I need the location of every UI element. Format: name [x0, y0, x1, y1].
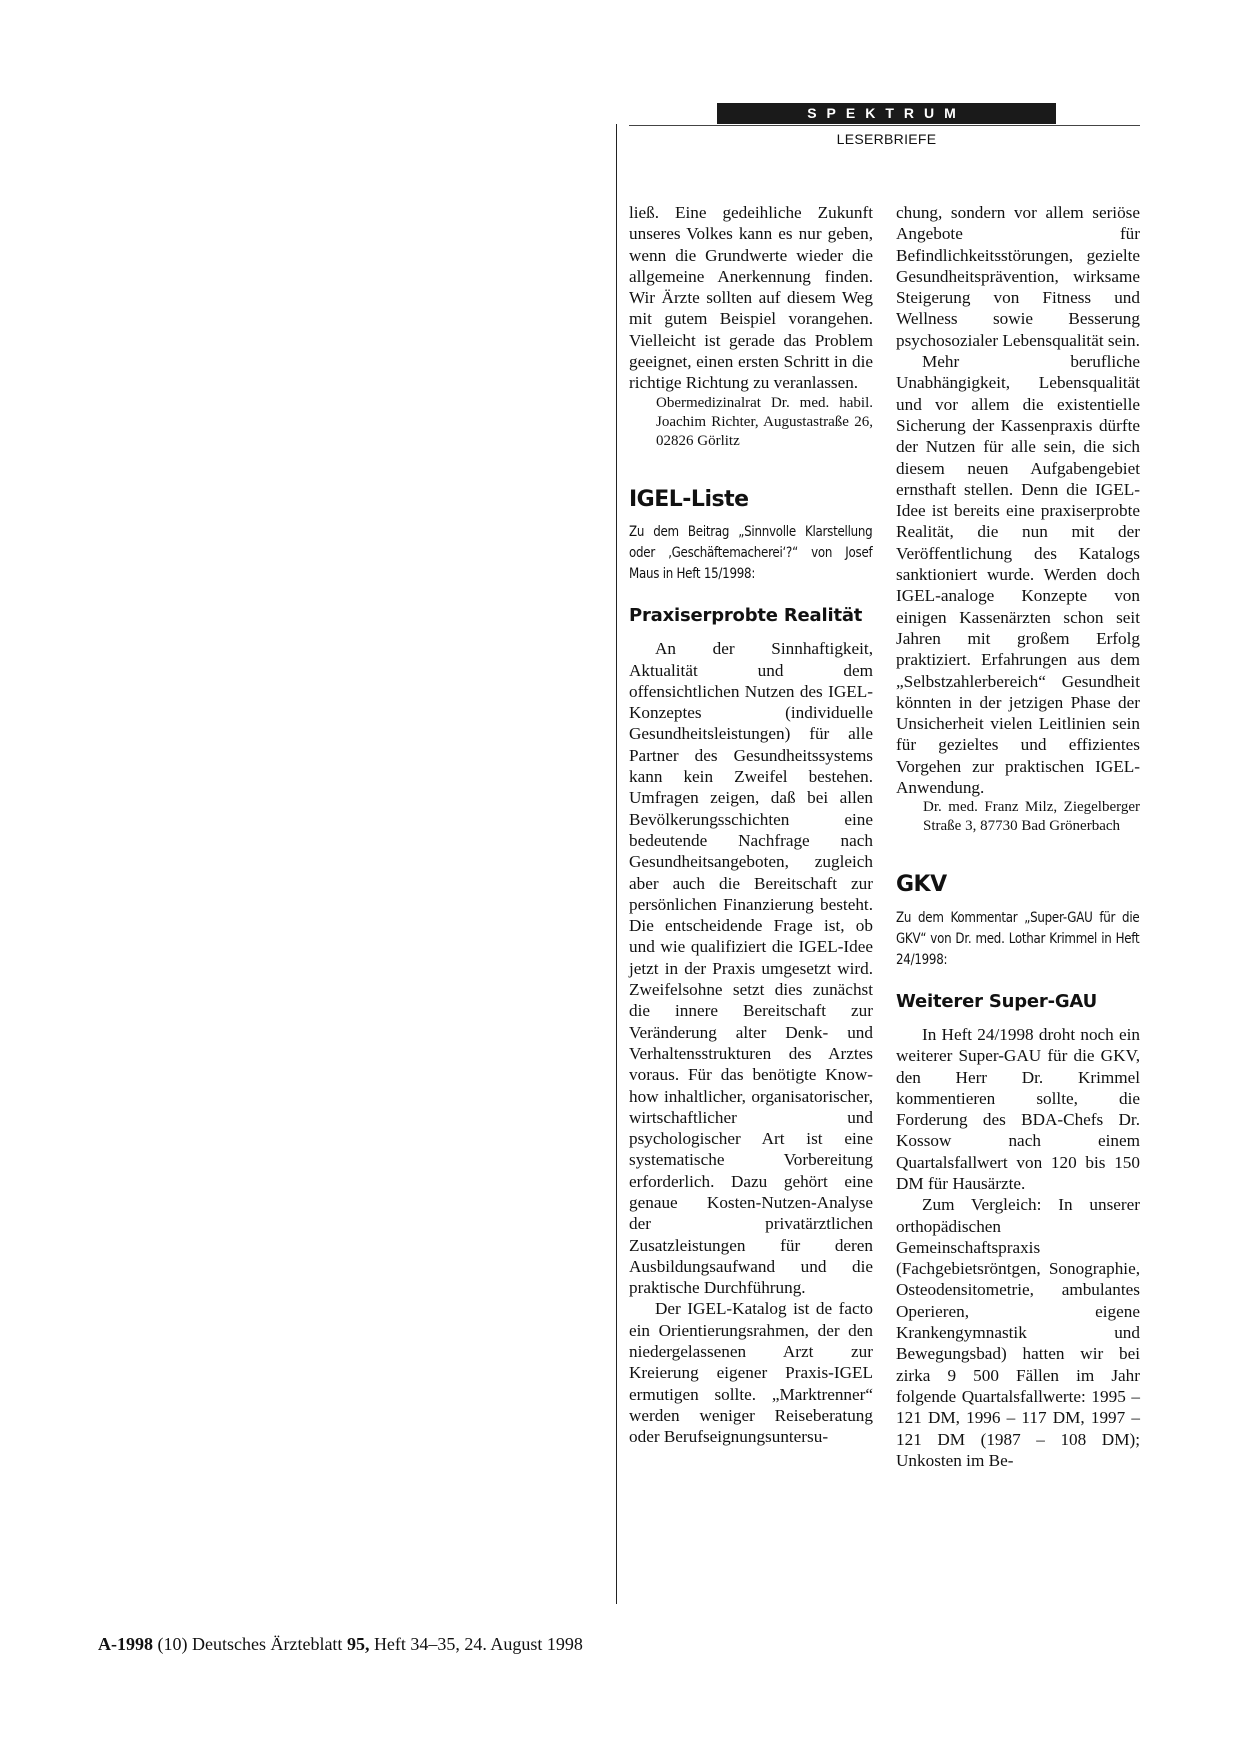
letter-paragraph: An der Sinnhaftigkeit, Aktualität und dem offensichtlichen Nutzen des IGEL-Konzeptes (individuelle Gesundheitsleistungen) für alle Partner des Gesundheitssystems kann kein Zweifel bestehen. Umfragen zeigen, daß bei allen Bevölkerungsschichten eine bedeutende Nachfrage nach Gesundheitsangeboten, zugleich aber auch die Bereitschaft zur persönlichen Finanzierung besteht. Die entscheidende Frage ist, ob und wie qualifiziert die IGEL-Idee jetzt in der Praxis umgesetzt wird. Zweifelsohne setzt dies zunächst die innere Bereitschaft zur Veränderung alter Denk- und Verhaltensstrukturen des Arztes voraus. Für das benötigte Know-how inhaltlicher, organisatorischer, wirtschaftlicher und psychologischer Art ist eine systematische Vorbereitung erforderlich. Dazu gehört eine genaue Kosten-Nutzen-Analyse der privatärztlichen Zusatzleistungen für deren Ausbildungsaufwand und die praktische Durchführung.	[629, 639, 873, 1298]
letter-signature: Dr. med. Franz Milz, Ziegelberger Straße 3, 87730 Bad Grönerbach	[923, 799, 1140, 835]
volume-number: 95,	[346, 1634, 370, 1654]
header-rule	[629, 125, 1140, 126]
letter-paragraph: Der IGEL-Katalog ist de facto ein Orientierungsrahmen, der den niedergelassenen Arzt zur Kreierung eigener Praxis-IGEL ermutigen sollte. „Marktrenner“ werden weniger Reiseberatung oder Berufseignungsuntersu-	[629, 1299, 873, 1447]
page-code: A-1998	[98, 1634, 153, 1654]
letter-paragraph: Mehr berufliche Unabhängigkeit, Lebensqualität und vor allem die existentielle Sicherung der Kassenpraxis dürfte der Nutzen für alle sein, die sich diesem neuen Aufgabengebiet ernsthaft stellen. Denn die IGEL-Idee ist bereits eine praxiserprobte Realität, die nun mit der Veröffentlichung des Katalogs sanktioniert wurde. Werden doch IGEL-analoge Konzepte von einigen Kassenärzten schon seit Jahren mit großem Erfolg praktiziert. Erfahrungen aus dem „Selbstzahlerbereich“ Gesundheit könnten in der jetzigen Phase der Unsicherheit vielen Leitlinien sein für gezieltes und effizientes Vorgehen zur praktischen IGEL-Anwendung.	[896, 352, 1140, 798]
right-column	[896, 202, 1140, 1471]
letter-paragraph: In Heft 24/1998 droht noch ein weiterer Super-GAU für die GKV, den Herr Dr. Krimmel kommentieren sollte, die Forderung des BDA-Chefs Dr. Kossow nach einem Quartalsfallwert von 120 bis 150 DM für Hausärzte.	[896, 1024, 1140, 1193]
topic-heading: GKV	[896, 872, 947, 898]
journal-name: (10) Deutsches Ärzteblatt	[157, 1634, 343, 1654]
column-divider	[616, 124, 617, 1604]
section-title: LESERBRIEFE	[836, 131, 937, 147]
letter-heading: Weiterer Super-GAU	[896, 990, 1098, 1012]
left-column	[629, 202, 873, 1448]
letter-signature: Obermedizinalrat Dr. med. habil. Joachim Richter, Augustastraße 26, 02826 Görlitz	[656, 394, 873, 449]
section-kicker: SPEKTRUM	[807, 105, 966, 121]
issue-date: Heft 34–35, 24. August 1998	[373, 1634, 583, 1654]
topic-heading: IGEL-Liste	[629, 486, 749, 512]
topic-intro: Zu dem Kommentar „Super-GAU für die GKV“ von Dr. med. Lothar Krimmel in Heft 24/1998:	[896, 909, 1140, 968]
letter-continuation: chung, sondern vor allem seriöse Angebote für Befindlichkeitsstörungen, gezielte Gesundheitsprävention, wirksame Steigerung von Fitness und Wellness sowie Besserung psychosozialer Lebensqualität sein.	[896, 203, 1140, 350]
letter-paragraph: Zum Vergleich: In unserer orthopädischen Gemeinschaftspraxis (Fachgebietsröntgen, Sonographie, Osteodensitometrie, ambulantes Operieren, eigene Krankengymnastik und Bewegungsbad) hatten wir bei zirka 9 500 Fällen im Jahr folgende Quartalsfallwerte: 1995 – 121 DM, 1996 – 117 DM, 1997 – 121 DM (1987 – 108 DM); Unkosten im Be-	[896, 1195, 1140, 1470]
letter-continuation: ließ. Eine gedeihliche Zukunft unseres Volkes kann es nur geben, wenn die Grundwerte wieder die allgemeine Anerkennung finden. Wir Ärzte sollten auf diesem Weg mit gutem Beispiel vorangehen. Vielleicht ist gerade das Problem geeignet, einen ersten Schritt in die richtige Richtung zu veranlassen.	[629, 203, 873, 393]
page-footer	[98, 1634, 583, 1655]
letter-heading: Praxiserprobte Realität	[629, 604, 863, 626]
topic-intro: Zu dem Beitrag „Sinnvolle Klarstellung oder ‚Geschäftemacherei‘?“ von Josef Maus in Heft 15/1998:	[629, 523, 873, 582]
